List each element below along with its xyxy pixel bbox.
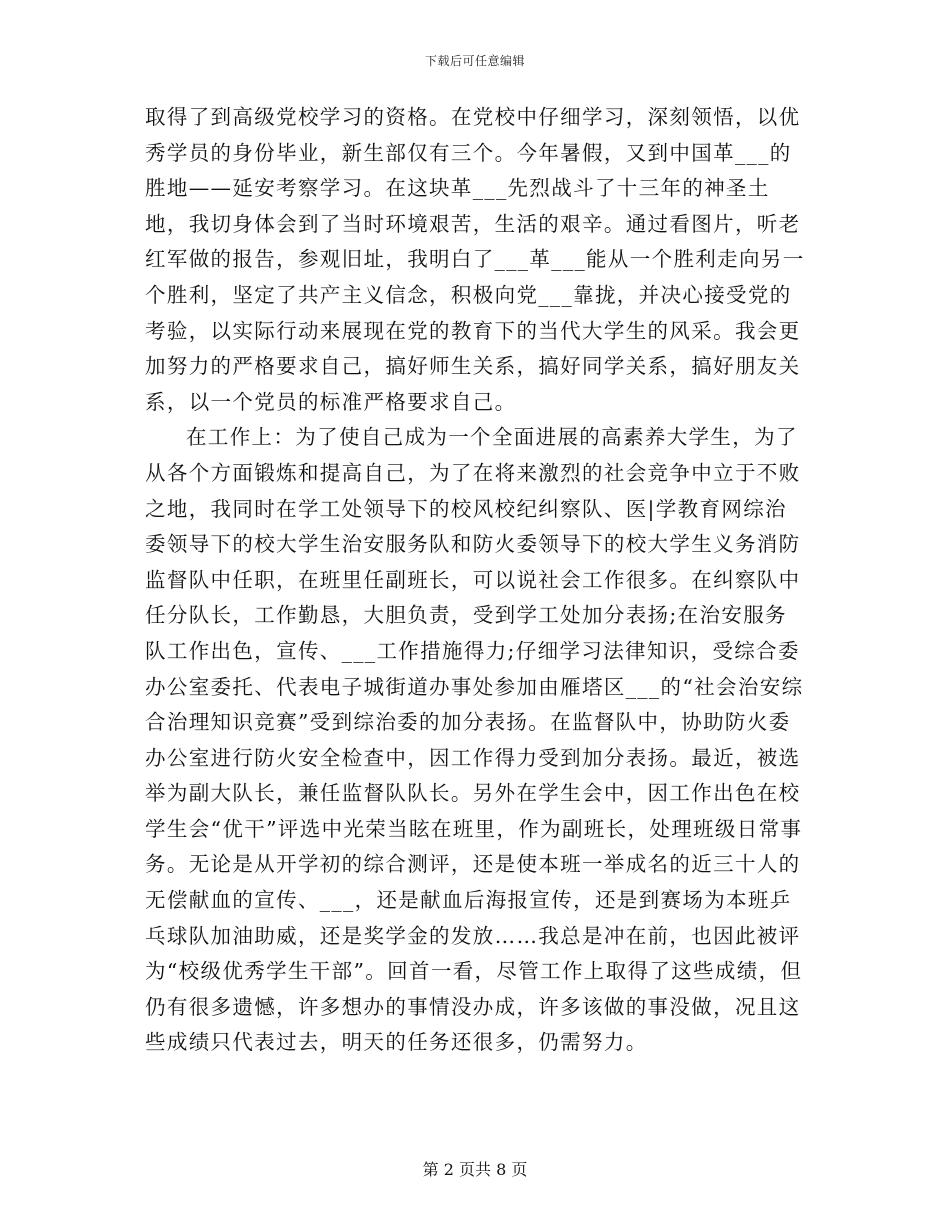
paragraph-party-study: 取得了到高级党校学习的资格。在党校中仔细学习，深刻领悟，以优秀学员的身份毕业，新生部仅有三个。今年暑假，又到中国革___的胜地——延安考察学习。在这块革___先烈战斗了十三年的神圣土地，我切身体会到了当时环境艰苦，生活的艰辛。通过看图片，听老红军做的报告，参观旧址，我明白了___革___能从一个胜利走向另一个胜利，坚定了共产主义信念，积极向党___靠拢，并决心接受党的考验，以实际行动来展现在党的教育下的当代大学生的风采。我会更加努力的严格要求自己，搞好师生关系，搞好同学关系，搞好朋友关系，以一个党员的标准严格要求自己。 xyxy=(145,105,805,414)
page-number: 第 2 页共 8 页 xyxy=(422,1160,528,1179)
document-body xyxy=(145,100,807,1061)
paragraph-work: 在工作上：为了使自己成为一个全面进展的高素养大学生，为了从各个方面锻炼和提高自己，为了在将来激烈的社会竞争中立于不败之地，我同时在学工处领导下的校风校纪纠察队、医|学教育网综治委领导下的校大学生治安服务队和防火委领导下的校大学生义务消防监督队中任职，在班里任副班长，可以说社会工作很多。在纠察队中任分队长，工作勤恳，大胆负责，受到学工处加分表扬;在治安服务队工作出色，宣传、___工作措施得力;仔细学习法律知识，受综合委办公室委托、代表电子城街道办事处参加由雁塔区___的“社会治安综合治理知识竞赛”受到综治委的加分表扬。在监督队中，协助防火委办公室进行防火安全检查中，因工作得力受到加分表扬。最近，被选举为副大队长，兼任监督队队长。另外在学生会中，因工作出色在校学生会“优干”评选中光荣当眩在班里，作为副班长，处理班级日常事务。无论是从开学初的综合测评，还是使本班一举成名的近三十人的无偿献血的宣传、___，还是献血后海报宣传，还是到赛场为本班乒乓球队加油助威，还是奖学金的发放……我总是冲在前，也因此被评为“校级优秀学生干部”。回首一看，尽管工作上取得了这些成绩，但仍有很多遗憾，许多想办的事情没办成，许多该做的事没做，况且这些成绩只代表过去，明天的任务还很多，仍需努力。 xyxy=(145,425,804,1055)
page-header: 下载后可任意编辑 xyxy=(424,54,525,68)
